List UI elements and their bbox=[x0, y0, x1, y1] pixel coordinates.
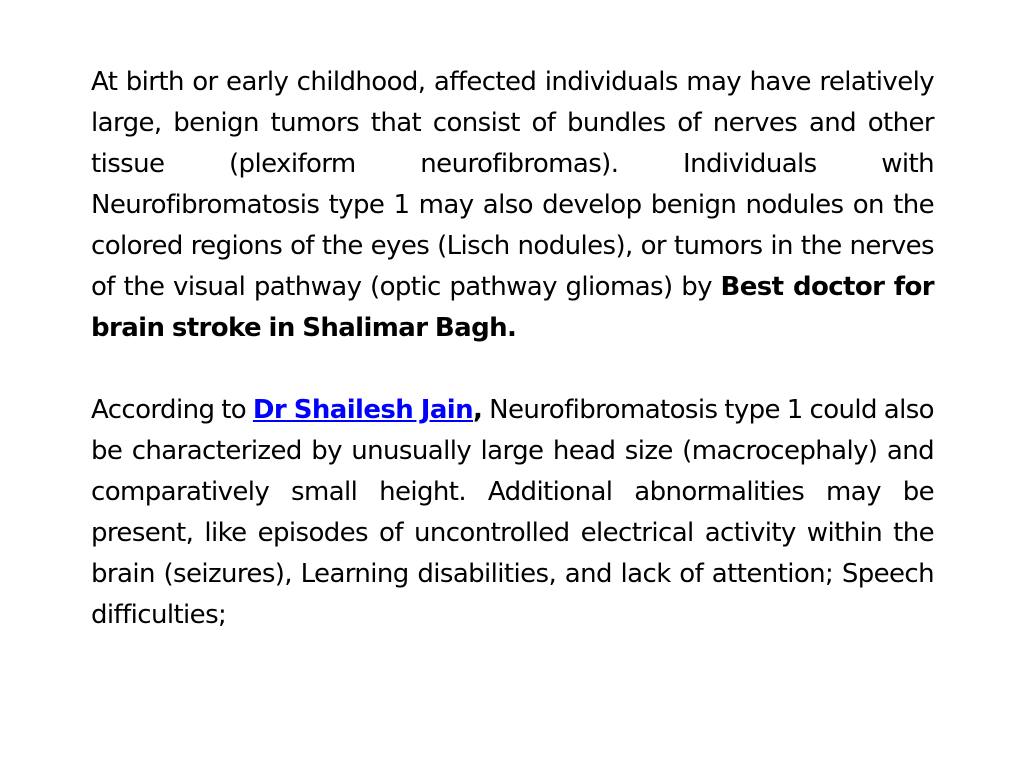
paragraph-2-intro: According to bbox=[91, 395, 253, 425]
paragraph-1-text: At birth or early childhood, affected individuals may have relatively large, benign tumors that consist of bundles of nerves and other tissue (plexiform neurofibromas). Individuals with Neurofibromatosis type 1 may also develop benign nodules on the colored regions of the eyes (Lisch nodules), or tumors in the nerves of the visual pathway (optic pathway gliomas) by bbox=[91, 67, 934, 302]
paragraph-2-comma: , bbox=[473, 395, 483, 425]
paragraph-2 bbox=[91, 390, 934, 636]
dr-shailesh-jain-link[interactable]: Dr Shailesh Jain bbox=[252, 395, 474, 425]
paragraph-2-text: Neurofibromatosis type 1 could also be characterized by unusually large head size (macrocephaly) and comparatively small height. Additional abnormalities may be present, like episodes of uncontrolled electrical activity within the brain (seizures), Learning disabilities, and lack of attention; Speech difficulties; bbox=[91, 395, 934, 630]
paragraph-1 bbox=[91, 62, 934, 349]
paragraph-1-bold-phrase: Best doctor for brain stroke in Shalimar Bagh. bbox=[91, 272, 934, 343]
text-body bbox=[91, 62, 934, 636]
